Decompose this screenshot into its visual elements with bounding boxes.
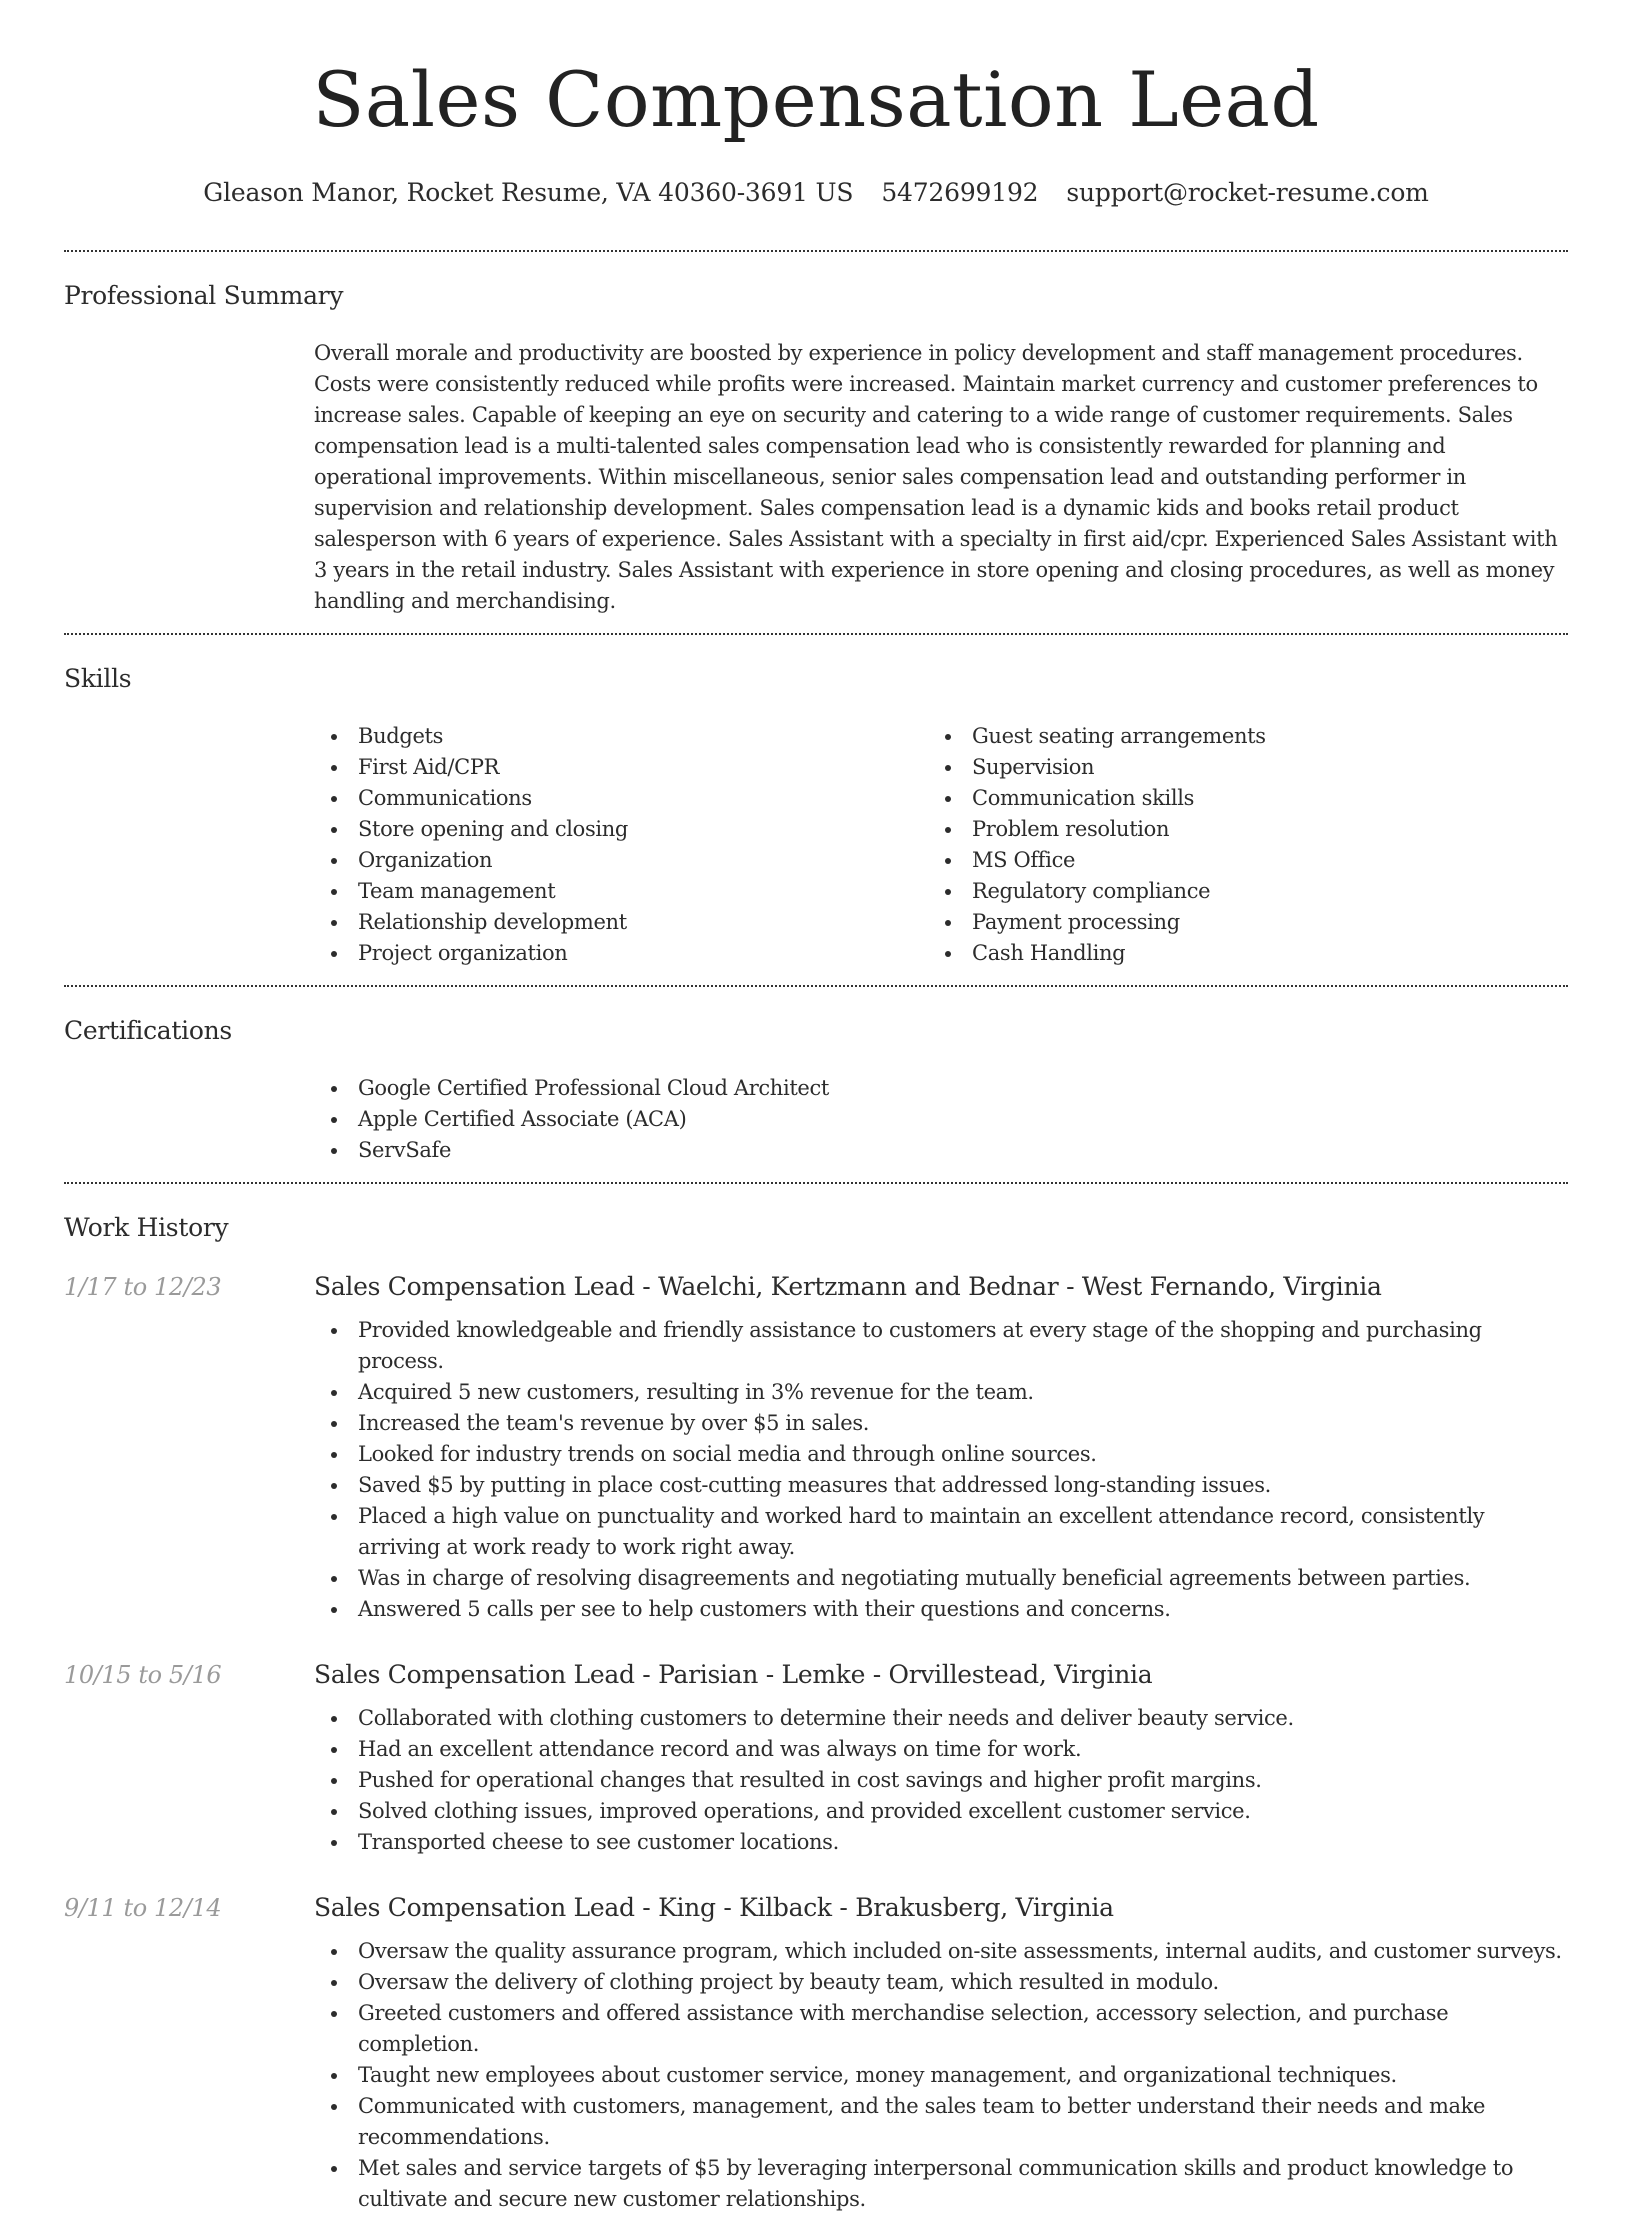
section-title-work-history: Work History	[64, 1213, 229, 1242]
phone: 5472699192	[881, 178, 1039, 207]
job-entry	[64, 1891, 1568, 2215]
list-item: Increased the team's revenue by over $5 in sales.	[314, 1408, 1568, 1439]
list-item: Budgets	[314, 721, 928, 752]
list-item: Oversaw the delivery of clothing project by beauty team, which resulted in modulo.	[314, 1967, 1568, 1998]
job-entry	[64, 1270, 1568, 1625]
candidate-name: Sales Compensation Lead	[312, 55, 1320, 144]
list-item: ServSafe	[314, 1135, 1568, 1166]
list-item: Saved $5 by putting in place cost-cutting measures that addressed long-standing issues.	[314, 1470, 1568, 1501]
list-item: Supervision	[928, 752, 1542, 783]
list-item: Google Certified Professional Cloud Architect	[314, 1073, 1568, 1104]
section-title-skills: Skills	[64, 664, 132, 693]
summary-section	[64, 252, 1568, 633]
list-item: Was in charge of resolving disagreements and negotiating mutually beneficial agreements between parties.	[314, 1563, 1568, 1594]
list-item: Apple Certified Associate (ACA)	[314, 1104, 1568, 1135]
list-item: Payment processing	[928, 907, 1542, 938]
certifications-list	[314, 1047, 1568, 1182]
job-body	[314, 1270, 1568, 1625]
skills-columns	[314, 695, 1568, 985]
list-item: Solved clothing issues, improved operations, and provided excellent customer service.	[314, 1796, 1568, 1827]
job-bullets	[314, 1936, 1568, 2215]
section-title-certifications: Certifications	[64, 1016, 232, 1045]
job-bullets	[314, 1315, 1568, 1625]
jobs-list	[64, 1244, 1568, 2215]
list-item: Team management	[314, 876, 928, 907]
skills-section	[64, 635, 1568, 985]
job-title: Sales Compensation Lead - Parisian - Lemke - Orvillestead, Virginia	[314, 1660, 1153, 1689]
job-title: Sales Compensation Lead - King - Kilback - Brakusberg, Virginia	[314, 1893, 1114, 1922]
summary-text: Overall morale and productivity are boosted by experience in policy development and staff management procedures. Costs were consistently reduced while profits were increased. Maintain market currency and customer preferences to increase sales. Capable of keeping an eye on security and catering to a wide range of customer requirements. Sales compensation lead is a multi-talented sales compensation lead who is consistently rewarded for planning and operational improvements. Within miscellaneous, senior sales compensation lead and outstanding performer in supervision and relationship development. Sales compensation lead is a dynamic kids and books retail product salesperson with 6 years of experience. Sales Assistant with a specialty in first aid/cpr. Experienced Sales Assistant with 3 years in the retail industry. Sales Assistant with experience in store opening and closing procedures, as well as money handling and merchandising.	[314, 341, 1558, 613]
contact-line	[64, 176, 1568, 210]
list-item: Communication skills	[928, 783, 1542, 814]
list-item: Relationship development	[314, 907, 928, 938]
job-dates: 1/17 to 12/23	[64, 1273, 222, 1301]
section-title-summary: Professional Summary	[64, 281, 344, 310]
list-item: MS Office	[928, 845, 1542, 876]
list-item: Taught new employees about customer service, money management, and organizational techniques.	[314, 2060, 1568, 2091]
list-item: Regulatory compliance	[928, 876, 1542, 907]
job-dates: 10/15 to 5/16	[64, 1661, 222, 1689]
skills-list-left	[314, 721, 928, 969]
list-item: Organization	[314, 845, 928, 876]
address: Gleason Manor, Rocket Resume, VA 40360-3691 US	[203, 178, 854, 207]
list-item: Store opening and closing	[314, 814, 928, 845]
certifications-section	[64, 987, 1568, 1182]
list-item: Acquired 5 new customers, resulting in 3% revenue for the team.	[314, 1377, 1568, 1408]
job-body	[314, 1658, 1568, 1858]
list-item: Had an excellent attendance record and was always on time for work.	[314, 1734, 1568, 1765]
list-item: Met sales and service targets of $5 by leveraging interpersonal communication skills and product knowledge to cultivate and secure new customer relationships.	[314, 2153, 1568, 2215]
job-title: Sales Compensation Lead - Waelchi, Kertzmann and Bednar - West Fernando, Virginia	[314, 1272, 1382, 1301]
list-item: Communicated with customers, management, and the sales team to better understand their needs and make recommendations.	[314, 2091, 1568, 2153]
resume-header	[64, 0, 1568, 210]
work-history-section	[64, 1184, 1568, 2215]
list-item: Cash Handling	[928, 938, 1542, 969]
job-body	[314, 1891, 1568, 2215]
email: support@rocket-resume.com	[1066, 178, 1429, 207]
list-item: Transported cheese to see customer locations.	[314, 1827, 1568, 1858]
list-item: Pushed for operational changes that resulted in cost savings and higher profit margins.	[314, 1765, 1568, 1796]
list-item: Greeted customers and offered assistance with merchandise selection, accessory selection, and purchase completion.	[314, 1998, 1568, 2060]
list-item: Oversaw the quality assurance program, which included on-site assessments, internal audits, and customer surveys.	[314, 1936, 1568, 1967]
job-entry	[64, 1658, 1568, 1858]
skills-list-right	[928, 721, 1542, 969]
list-item: First Aid/CPR	[314, 752, 928, 783]
job-bullets	[314, 1703, 1568, 1858]
list-item: Looked for industry trends on social media and through online sources.	[314, 1439, 1568, 1470]
list-item: Guest seating arrangements	[928, 721, 1542, 752]
list-item: Answered 5 calls per see to help customers with their questions and concerns.	[314, 1594, 1568, 1625]
list-item: Communications	[314, 783, 928, 814]
list-item: Collaborated with clothing customers to determine their needs and deliver beauty service.	[314, 1703, 1568, 1734]
job-dates: 9/11 to 12/14	[64, 1894, 222, 1922]
list-item: Project organization	[314, 938, 928, 969]
list-item: Placed a high value on punctuality and worked hard to maintain an excellent attendance record, consistently arriving at work ready to work right away.	[314, 1501, 1568, 1563]
list-item: Problem resolution	[928, 814, 1542, 845]
list-item: Provided knowledgeable and friendly assistance to customers at every stage of the shopping and purchasing process.	[314, 1315, 1568, 1377]
